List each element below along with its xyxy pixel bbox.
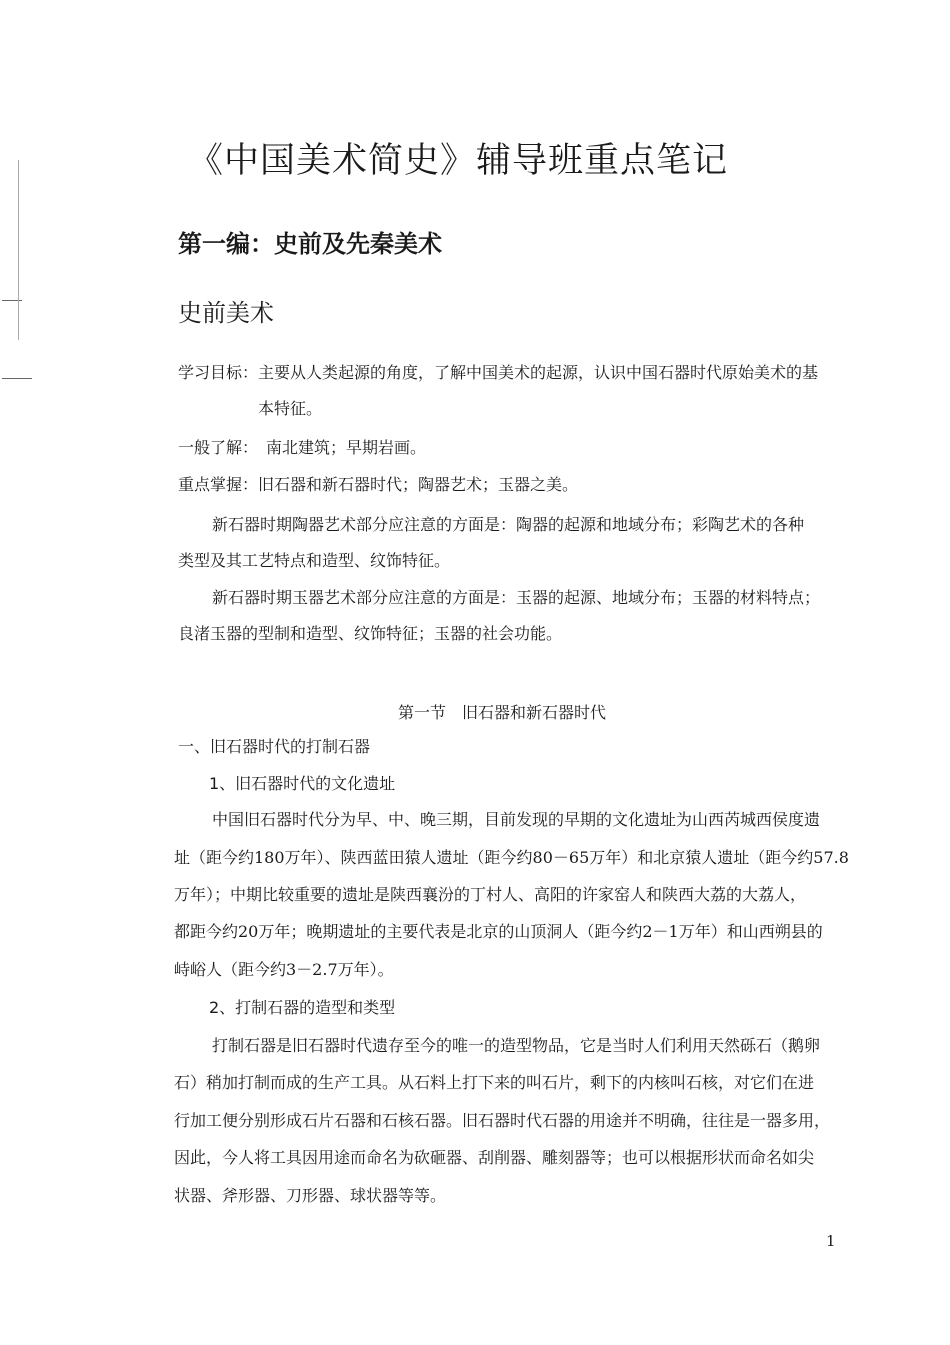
- paragraph-line: 良渚玉器的型制和造型、纹饰特征；玉器的社会功能。: [178, 624, 563, 643]
- paragraph-line: 址（距今约180万年）、陕西蓝田猿人遗址（距今约80－65万年）和北京猿人遗址（距今约57.8: [174, 848, 849, 867]
- paragraph-line: 石）稍加打制而成的生产工具。从石料上打下来的叫石片，剩下的内核叫石核，对它们在进: [174, 1073, 815, 1092]
- section-title: 第一节 旧石器和新石器时代: [398, 703, 607, 722]
- general-understanding-text: 南北建筑；早期岩画。: [266, 438, 427, 457]
- paragraph-line: 都距今约20万年；晚期遗址的主要代表是北京的山顶洞人（距今约2－1万年）和山西朔县的: [174, 922, 823, 941]
- key-mastery-label: 重点掌握：: [178, 475, 259, 494]
- scan-mark: [2, 378, 32, 379]
- paragraph-line: 中国旧石器时代分为早、中、晚三期，目前发现的早期的文化遗址为山西芮城西侯度遗: [212, 810, 821, 829]
- general-understanding-line: [178, 438, 426, 458]
- section-heading: 一、旧石器时代的打制石器: [178, 737, 371, 756]
- learning-objective-text: 主要从人类起源的角度，了解中国美术的起源，认识中国石器时代原始美术的基: [258, 363, 819, 382]
- key-mastery-text: 旧石器和新石器时代；陶器艺术；玉器之美。: [258, 475, 579, 494]
- paragraph-line: 新石器时期陶器艺术部分应注意的方面是：陶器的起源和地域分布；彩陶艺术的各种: [212, 515, 805, 534]
- subsection-heading: 1、旧石器时代的文化遗址: [209, 774, 396, 793]
- general-understanding-label: 一般了解：: [178, 438, 259, 457]
- paragraph-line: 新石器时期玉器艺术部分应注意的方面是：玉器的起源、地域分布；玉器的材料特点；: [212, 588, 821, 607]
- learning-objective-continuation: 本特征。: [258, 399, 323, 418]
- part-heading: 第一编：史前及先秦美术: [178, 230, 442, 258]
- paragraph-line: 峙峪人（距今约3－2.7万年）。: [174, 960, 394, 979]
- learning-objective-line: [178, 363, 818, 383]
- paragraph-line: 状器、斧形器、刀形器、球状器等等。: [174, 1186, 447, 1205]
- paragraph-line: 类型及其工艺特点和造型、纹饰特征。: [178, 551, 451, 570]
- scan-mark: [2, 300, 22, 301]
- subsection-heading: 2、打制石器的造型和类型: [209, 998, 396, 1017]
- paragraph-line: 因此，今人将工具因用途而命名为砍砸器、刮削器、雕刻器等；也可以根据形状而命名如尖: [174, 1148, 815, 1167]
- key-mastery-line: [178, 475, 578, 495]
- page-number: 1: [826, 1232, 836, 1250]
- paragraph-line: 打制石器是旧石器时代遗存至今的唯一的造型物品，它是当时人们利用天然砾石（鹅卵: [212, 1036, 821, 1055]
- scan-mark: [18, 160, 19, 340]
- learning-objective-label: 学习目标：: [178, 363, 259, 382]
- paragraph-line: 万年）；中期比较重要的遗址是陕西襄汾的丁村人、高阳的许家窑人和陕西大荔的大荔人，: [174, 885, 807, 904]
- chapter-heading: 史前美术: [178, 299, 274, 327]
- paragraph-line: 行加工便分别形成石片石器和石核石器。旧石器时代石器的用途并不明确，往往是一器多用，: [174, 1111, 831, 1130]
- document-title: 《中国美术简史》辅导班重点笔记: [188, 141, 729, 181]
